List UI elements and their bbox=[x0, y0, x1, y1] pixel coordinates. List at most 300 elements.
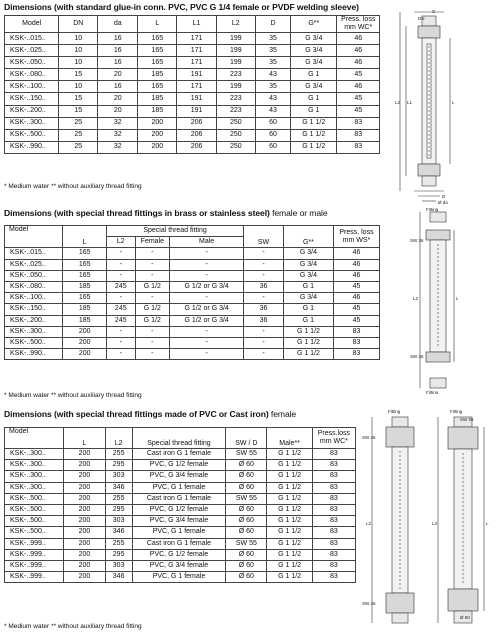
table-row bbox=[5, 117, 380, 129]
table-cell: 171 bbox=[177, 33, 216, 45]
table-cell: 295 bbox=[105, 504, 132, 515]
model-cell: KSK-..300.. bbox=[5, 482, 64, 493]
col-header: DN bbox=[59, 16, 98, 33]
table-cell: 83 bbox=[337, 141, 380, 153]
table-cell: Ø 60 bbox=[226, 527, 267, 538]
table-cell: 165 bbox=[63, 248, 107, 259]
table-cell: 199 bbox=[216, 81, 255, 93]
table-cell: G 1/2 bbox=[135, 315, 170, 326]
table-cell: 346 bbox=[105, 482, 132, 493]
model-cell: KSK-..080.. bbox=[5, 69, 59, 81]
label-sw46: SW 46 bbox=[362, 435, 376, 440]
label-l2: L2 bbox=[432, 521, 438, 526]
table-row bbox=[5, 69, 380, 81]
table-cell: 295 bbox=[105, 549, 132, 560]
table-cell: 60 bbox=[255, 117, 290, 129]
table-cell: - bbox=[170, 293, 244, 304]
table-row bbox=[5, 337, 380, 348]
table-cell: 46 bbox=[337, 45, 380, 57]
table-cell: 206 bbox=[177, 129, 216, 141]
model-cell: KSK-..999.. bbox=[5, 538, 64, 549]
table-cell: G 1 1/2 bbox=[267, 482, 312, 493]
dimensions-table-standard bbox=[4, 15, 380, 154]
section-title-bold: Dimensions (with special thread fittings in brass or stainless steel) bbox=[4, 208, 270, 218]
table-row bbox=[5, 270, 380, 281]
section-pvc bbox=[4, 409, 296, 419]
section-title bbox=[4, 208, 328, 218]
table-row bbox=[5, 572, 356, 583]
table-cell: Ø 60 bbox=[226, 560, 267, 571]
table-cell: SW 55 bbox=[226, 493, 267, 504]
table-cell: 303 bbox=[105, 471, 132, 482]
table-cell: 15 bbox=[59, 93, 98, 105]
table-cell: 223 bbox=[216, 93, 255, 105]
col-header: D bbox=[255, 16, 290, 33]
col-header: L2 bbox=[105, 428, 132, 449]
model-cell: KSK-..300.. bbox=[5, 449, 64, 460]
table-row bbox=[5, 527, 356, 538]
table-cell: 46 bbox=[333, 248, 379, 259]
flowmeter-pvc-drawing bbox=[360, 405, 496, 635]
table-cell: G 1 1/2 bbox=[283, 337, 333, 348]
table-cell: 16 bbox=[98, 45, 138, 57]
table-cell: - bbox=[170, 270, 244, 281]
table-cell: - bbox=[244, 293, 284, 304]
table-cell: - bbox=[170, 337, 244, 348]
model-cell: KSK-..150.. bbox=[5, 93, 59, 105]
table-cell: 200 bbox=[64, 493, 105, 504]
table-pvc-wrap bbox=[4, 427, 356, 583]
col-header: Special thread fitting bbox=[132, 428, 226, 449]
model-cell: KSK-..300.. bbox=[5, 117, 59, 129]
table-cell: - bbox=[107, 293, 135, 304]
section-title-bold: Dimensions (with special thread fittings made of PVC or Cast iron) bbox=[4, 409, 269, 419]
table-cell: 10 bbox=[59, 45, 98, 57]
label-sw55: SW 55 bbox=[460, 417, 474, 422]
table-row bbox=[5, 516, 356, 527]
table-cell: 15 bbox=[59, 69, 98, 81]
model-cell: KSK-..080.. bbox=[5, 281, 63, 292]
table-row bbox=[5, 349, 380, 360]
table-cell: G 1 1/2 bbox=[267, 560, 312, 571]
section-brass bbox=[4, 208, 328, 218]
table-cell: 45 bbox=[337, 105, 380, 117]
label-da: Ø da bbox=[438, 200, 448, 204]
model-cell: KSK-..200.. bbox=[5, 315, 63, 326]
table-cell: 45 bbox=[333, 304, 379, 315]
table-brass-wrap bbox=[4, 225, 380, 360]
table-cell: 36 bbox=[244, 281, 284, 292]
table-cell: 32 bbox=[98, 141, 138, 153]
table-cell: 200 bbox=[64, 471, 105, 482]
table-cell: G 1 1/2 bbox=[267, 549, 312, 560]
col-header: SW / D bbox=[226, 428, 267, 449]
footnote: * Medium water ** without auxiliary thread fitting bbox=[4, 392, 142, 399]
table-row bbox=[5, 33, 380, 45]
table-row bbox=[5, 326, 380, 337]
col-header: Male bbox=[170, 237, 244, 248]
model-cell: KSK-..300.. bbox=[5, 326, 63, 337]
table-cell: Ø 60 bbox=[226, 516, 267, 527]
table-cell: 60 bbox=[255, 141, 290, 153]
table-cell: 45 bbox=[337, 93, 380, 105]
table-cell: - bbox=[107, 349, 135, 360]
col-header: SW bbox=[244, 226, 284, 248]
col-header: L1 bbox=[177, 16, 216, 33]
label-fitting: Fitting bbox=[388, 409, 401, 414]
table-cell: 25 bbox=[59, 117, 98, 129]
table-cell: - bbox=[135, 270, 170, 281]
table-cell: 25 bbox=[59, 129, 98, 141]
table-cell: Ø 60 bbox=[226, 549, 267, 560]
table-cell: 45 bbox=[333, 281, 379, 292]
dimensions-table-brass bbox=[4, 225, 380, 360]
table-cell: G 1 1/2 bbox=[283, 349, 333, 360]
table-cell: - bbox=[244, 337, 284, 348]
col-header: Press. loss mm WS* bbox=[333, 226, 379, 248]
table-cell: 200 bbox=[64, 549, 105, 560]
table-cell: G 1/2 or G 3/4 bbox=[170, 304, 244, 315]
table-cell: 245 bbox=[107, 315, 135, 326]
col-header: Female bbox=[135, 237, 170, 248]
label-l: L bbox=[456, 296, 459, 301]
table-cell: 10 bbox=[59, 33, 98, 45]
table-row bbox=[5, 504, 356, 515]
model-cell: KSK-..500.. bbox=[5, 516, 64, 527]
model-cell: KSK-..990.. bbox=[5, 349, 63, 360]
col-header: Model bbox=[5, 428, 64, 449]
table-cell: SW 55 bbox=[226, 449, 267, 460]
table-cell: 200 bbox=[64, 538, 105, 549]
section-title-normal: female bbox=[268, 409, 297, 419]
table-cell: Ø 60 bbox=[226, 471, 267, 482]
table-cell: 303 bbox=[105, 560, 132, 571]
label-dn: DN bbox=[418, 16, 425, 21]
table-row bbox=[5, 45, 380, 57]
table-cell: 255 bbox=[105, 449, 132, 460]
table-cell: 171 bbox=[177, 57, 216, 69]
table-cell: 200 bbox=[138, 117, 177, 129]
table-row bbox=[5, 493, 356, 504]
table-cell: G 3/4 bbox=[291, 33, 337, 45]
col-header: da bbox=[98, 16, 138, 33]
table-cell: G 1 bbox=[283, 281, 333, 292]
table-cell: 200 bbox=[138, 129, 177, 141]
table-cell: G 1 1/2 bbox=[267, 504, 312, 515]
table-row bbox=[5, 538, 356, 549]
col-header-group: Special thread fitting bbox=[107, 226, 244, 237]
model-cell: KSK-..050.. bbox=[5, 57, 59, 69]
table-row bbox=[5, 129, 380, 141]
table-cell: G 1 1/2 bbox=[291, 117, 337, 129]
table-body bbox=[5, 449, 356, 583]
col-header: L2 bbox=[216, 16, 255, 33]
model-cell: KSK-..200.. bbox=[5, 105, 59, 117]
table-cell: 83 bbox=[333, 349, 379, 360]
table-cell: Ø 60 bbox=[226, 482, 267, 493]
table-cell: 223 bbox=[216, 69, 255, 81]
table-cell: G 1 bbox=[283, 304, 333, 315]
table-row bbox=[5, 449, 356, 460]
table-cell: 20 bbox=[98, 93, 138, 105]
table-cell: G 3/4 bbox=[291, 45, 337, 57]
table-cell: 165 bbox=[138, 81, 177, 93]
col-header: L bbox=[138, 16, 177, 33]
label-l: L bbox=[486, 521, 489, 526]
table-cell: 206 bbox=[177, 117, 216, 129]
table-cell: 191 bbox=[177, 93, 216, 105]
model-cell: KSK-..050.. bbox=[5, 270, 63, 281]
table-cell: 35 bbox=[255, 57, 290, 69]
label-l2: L2 bbox=[413, 296, 419, 301]
table-cell: 346 bbox=[105, 572, 132, 583]
model-cell: KSK-..500.. bbox=[5, 504, 64, 515]
table-cell: G 1 1/2 bbox=[267, 527, 312, 538]
table-cell: PVC, G 1 female bbox=[132, 527, 226, 538]
table-cell: 245 bbox=[107, 281, 135, 292]
table-cell: G 1 1/2 bbox=[267, 460, 312, 471]
table-standard-wrap bbox=[4, 15, 380, 154]
section-title bbox=[4, 409, 296, 419]
table-cell: PVC, G 3/4 female bbox=[132, 560, 226, 571]
table-row bbox=[5, 93, 380, 105]
table-cell: - bbox=[170, 349, 244, 360]
section-standard bbox=[4, 2, 359, 12]
table-cell: 200 bbox=[63, 349, 107, 360]
model-cell: KSK-..100.. bbox=[5, 81, 59, 93]
table-cell: 10 bbox=[59, 57, 98, 69]
table-cell: - bbox=[107, 270, 135, 281]
table-row bbox=[5, 57, 380, 69]
table-cell: PVC, G 1 female bbox=[132, 572, 226, 583]
model-cell: KSK-..990.. bbox=[5, 141, 59, 153]
table-cell: PVC, G 3/4 female bbox=[132, 516, 226, 527]
table-cell: 45 bbox=[333, 315, 379, 326]
table-cell: 35 bbox=[255, 81, 290, 93]
table-cell: 295 bbox=[105, 460, 132, 471]
table-cell: 83 bbox=[312, 449, 355, 460]
model-cell: KSK-..300.. bbox=[5, 471, 64, 482]
table-cell: 83 bbox=[312, 538, 355, 549]
table-cell: 185 bbox=[63, 304, 107, 315]
table-cell: 200 bbox=[64, 449, 105, 460]
table-cell: 32 bbox=[98, 117, 138, 129]
table-cell: PVC, G 3/4 female bbox=[132, 471, 226, 482]
table-cell: G 1 1/2 bbox=[291, 129, 337, 141]
label-sw46: SW 46 bbox=[362, 601, 376, 606]
table-cell: 255 bbox=[105, 538, 132, 549]
section-title: Dimensions (with standard glue-in conn. PVC, PVC G 1/4 female or PVDF welding sleeve) bbox=[4, 2, 359, 12]
table-cell: 43 bbox=[255, 69, 290, 81]
table-cell: 35 bbox=[255, 33, 290, 45]
model-cell: KSK-..999.. bbox=[5, 549, 64, 560]
table-row bbox=[5, 293, 380, 304]
table-cell: G 3/4 bbox=[291, 57, 337, 69]
table-cell: G 1 1/2 bbox=[267, 449, 312, 460]
table-cell: 83 bbox=[312, 527, 355, 538]
table-row bbox=[5, 81, 380, 93]
table-cell: - bbox=[170, 326, 244, 337]
table-cell: 83 bbox=[312, 560, 355, 571]
label-g: G bbox=[432, 9, 436, 14]
table-header-row bbox=[5, 226, 380, 237]
table-cell: 46 bbox=[337, 57, 380, 69]
table-cell: G 1 bbox=[283, 315, 333, 326]
table-cell: 16 bbox=[98, 81, 138, 93]
table-cell: 46 bbox=[333, 270, 379, 281]
model-cell: KSK-..500.. bbox=[5, 493, 64, 504]
table-cell: 32 bbox=[98, 129, 138, 141]
table-cell: 346 bbox=[105, 527, 132, 538]
table-row bbox=[5, 281, 380, 292]
footnote: * Medium water ** without auxiliary thread fitting bbox=[4, 623, 142, 630]
table-cell: 15 bbox=[59, 105, 98, 117]
table-cell: 200 bbox=[64, 572, 105, 583]
table-cell: 36 bbox=[244, 304, 284, 315]
model-cell: KSK-..500.. bbox=[5, 129, 59, 141]
table-body bbox=[5, 33, 380, 154]
table-cell: 83 bbox=[333, 326, 379, 337]
label-d: D bbox=[442, 194, 446, 199]
table-cell: 36 bbox=[244, 315, 284, 326]
table-cell: - bbox=[135, 293, 170, 304]
table-cell: 165 bbox=[63, 259, 107, 270]
table-cell: G 1 1/2 bbox=[283, 326, 333, 337]
table-cell: 165 bbox=[138, 33, 177, 45]
table-cell: 46 bbox=[333, 293, 379, 304]
model-cell: KSK-..300.. bbox=[5, 460, 64, 471]
table-row bbox=[5, 105, 380, 117]
table-cell: Ø 60 bbox=[226, 504, 267, 515]
label-fitting: Fitting bbox=[426, 390, 439, 394]
table-cell: - bbox=[107, 248, 135, 259]
label-l2: L2 bbox=[395, 100, 401, 105]
table-cell: 165 bbox=[138, 45, 177, 57]
table-cell: - bbox=[244, 259, 284, 270]
table-body bbox=[5, 248, 380, 360]
table-row bbox=[5, 259, 380, 270]
model-cell: KSK-..500.. bbox=[5, 527, 64, 538]
table-cell: PVC, G 1/2 female bbox=[132, 504, 226, 515]
table-cell: - bbox=[107, 259, 135, 270]
table-cell: 206 bbox=[177, 141, 216, 153]
col-header: Model bbox=[5, 226, 63, 248]
col-header: Press. loss mm WC* bbox=[337, 16, 380, 33]
table-cell: 171 bbox=[177, 81, 216, 93]
model-cell: KSK-..500.. bbox=[5, 337, 63, 348]
model-cell: KSK-..999.. bbox=[5, 560, 64, 571]
table-cell: G 1 bbox=[291, 69, 337, 81]
table-header-row bbox=[5, 428, 356, 449]
table-cell: G 1 1/2 bbox=[291, 141, 337, 153]
table-cell: 185 bbox=[138, 69, 177, 81]
label-sw36: SW 36 bbox=[410, 354, 424, 359]
table-row bbox=[5, 482, 356, 493]
table-cell: 46 bbox=[337, 33, 380, 45]
table-cell: G 3/4 bbox=[283, 270, 333, 281]
table-cell: 25 bbox=[59, 141, 98, 153]
label-d60: Ø 60 bbox=[460, 615, 470, 620]
table-cell: 60 bbox=[255, 129, 290, 141]
table-cell: 83 bbox=[312, 482, 355, 493]
col-header: Male** bbox=[267, 428, 312, 449]
table-header-row bbox=[5, 16, 380, 33]
table-cell: 199 bbox=[216, 33, 255, 45]
table-cell: 191 bbox=[177, 105, 216, 117]
table-cell: 43 bbox=[255, 93, 290, 105]
table-cell: 165 bbox=[63, 293, 107, 304]
table-cell: PVC, G 1 female bbox=[132, 482, 226, 493]
table-cell: SW 55 bbox=[226, 538, 267, 549]
table-cell: 20 bbox=[98, 69, 138, 81]
table-cell: - bbox=[244, 248, 284, 259]
table-cell: PVC, G 1/2 female bbox=[132, 549, 226, 560]
col-header: Model bbox=[5, 16, 59, 33]
table-cell: 250 bbox=[216, 129, 255, 141]
table-cell: 200 bbox=[138, 141, 177, 153]
table-row bbox=[5, 560, 356, 571]
dimensions-table-pvc bbox=[4, 427, 356, 583]
table-cell: G 3/4 bbox=[283, 248, 333, 259]
col-header: L bbox=[63, 226, 107, 248]
table-cell: G 1/2 bbox=[135, 281, 170, 292]
table-cell: 165 bbox=[138, 57, 177, 69]
table-cell: 83 bbox=[333, 337, 379, 348]
table-cell: 200 bbox=[64, 560, 105, 571]
model-cell: KSK-..015.. bbox=[5, 33, 59, 45]
table-cell: - bbox=[244, 326, 284, 337]
table-cell: 45 bbox=[337, 69, 380, 81]
table-cell: G 3/4 bbox=[283, 259, 333, 270]
table-cell: 250 bbox=[216, 141, 255, 153]
table-cell: Cast iron G 1 female bbox=[132, 493, 226, 504]
table-cell: 250 bbox=[216, 117, 255, 129]
model-cell: KSK-..025.. bbox=[5, 259, 63, 270]
table-cell: - bbox=[135, 326, 170, 337]
table-cell: G 1 1/2 bbox=[267, 493, 312, 504]
section-title-normal: female or male bbox=[269, 208, 328, 218]
table-cell: 46 bbox=[333, 259, 379, 270]
col-header: L bbox=[64, 428, 105, 449]
table-cell: 200 bbox=[64, 482, 105, 493]
table-cell: - bbox=[135, 337, 170, 348]
table-cell: - bbox=[170, 248, 244, 259]
table-cell: 83 bbox=[312, 516, 355, 527]
table-cell: 303 bbox=[105, 516, 132, 527]
table-cell: 185 bbox=[63, 315, 107, 326]
col-header: G** bbox=[291, 16, 337, 33]
table-cell: 199 bbox=[216, 57, 255, 69]
flowmeter-brass-drawing bbox=[408, 208, 468, 394]
table-cell: G 1/2 bbox=[135, 304, 170, 315]
flowmeter-standard-drawing bbox=[394, 8, 464, 204]
table-cell: 200 bbox=[63, 326, 107, 337]
table-cell: 46 bbox=[337, 81, 380, 93]
table-cell: Cast iron G 1 female bbox=[132, 538, 226, 549]
col-header: Press.loss mm WC* bbox=[312, 428, 355, 449]
table-row bbox=[5, 141, 380, 153]
table-cell: 185 bbox=[63, 281, 107, 292]
table-cell: 83 bbox=[312, 549, 355, 560]
table-cell: 200 bbox=[64, 516, 105, 527]
table-cell: 20 bbox=[98, 105, 138, 117]
table-cell: - bbox=[135, 259, 170, 270]
table-cell: 199 bbox=[216, 45, 255, 57]
table-cell: 16 bbox=[98, 33, 138, 45]
table-row bbox=[5, 304, 380, 315]
table-cell: - bbox=[107, 326, 135, 337]
table-cell: PVC, G 1/2 female bbox=[132, 460, 226, 471]
